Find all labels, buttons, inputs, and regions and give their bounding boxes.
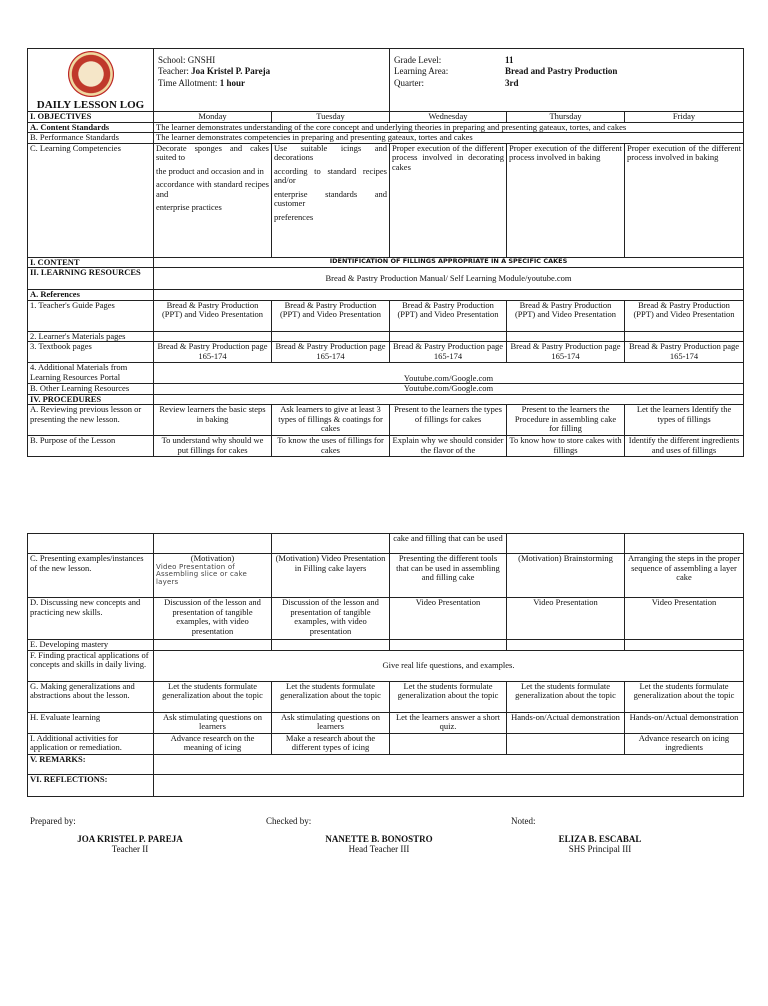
proc-h-monday: Ask stimulating questions on learners: [154, 712, 272, 733]
proc-c-wednesday: Presenting the different tools that can be used in assembling and filling cake: [390, 554, 507, 598]
prepared-by-title: Teacher II: [111, 844, 149, 855]
proc-g-wednesday: Let the students formulate generalization about the topic: [390, 681, 507, 712]
grade-label: Grade Level:: [394, 55, 442, 65]
grade-level: 11: [505, 55, 514, 65]
proc-a-tuesday: Ask learners to give at least 3 types of fillings & coatings for cakes: [272, 405, 390, 436]
proc-h-thursday: Hands-on/Actual demonstration: [507, 712, 625, 733]
tb-monday: Bread & Pastry Production page 165-174: [154, 342, 272, 363]
proc-g-tuesday: Let the students formulate generalization about the topic: [272, 681, 390, 712]
competency-monday: Decorate sponges and cakes suited to the product and occasion and in accordance with standard recipes and enterprise practices: [154, 143, 272, 257]
procedure-a-label: A. Reviewing previous lesson or presenting the new lesson.: [28, 405, 154, 436]
proc-i-tuesday: Make a research about the different types of icing: [272, 733, 390, 754]
proc-g-monday: Let the students formulate generalization about the topic: [154, 681, 272, 712]
proc-a-thursday: Present to the learners the Procedure in assembling cake for filling: [507, 405, 625, 436]
proc-d-monday: Discussion of the lesson and presentation of tangible examples, with video presentation: [154, 598, 272, 640]
proc-d-tuesday: Discussion of the lesson and presentation of tangible examples, with video presentation: [272, 598, 390, 640]
procedure-c-label: C. Presenting examples/instances of the new lesson.: [28, 554, 154, 598]
checked-by-label: Checked by:: [266, 816, 312, 826]
reflections-label: VI. REFLECTIONS:: [28, 774, 154, 796]
proc-d-friday: Video Presentation: [625, 598, 744, 640]
day-monday: Monday: [154, 112, 272, 123]
teachers-guide-label: 1. Teacher's Guide Pages: [28, 300, 154, 331]
proc-c-monday: (Motivation) Video Presentation of Assembling slice or cake layers: [154, 554, 272, 598]
noted-signatory: [540, 834, 660, 854]
procedure-i-label: I. Additional activities for application or remediation.: [28, 733, 154, 754]
proc-b-tuesday: To know the uses of fillings for cakes: [272, 436, 390, 457]
content-standards: The learner demonstrates understanding of the core concept and underlying theories in preparing and presenting gateaux, tortes, and cakes: [154, 122, 744, 133]
content-label: I. CONTENT: [28, 257, 154, 268]
proc-i-friday: Advance research on icing ingredients: [625, 733, 744, 754]
proc-h-friday: Hands-on/Actual demonstration: [625, 712, 744, 733]
competency-friday: Proper execution of the different process involved in baking: [625, 143, 744, 257]
objectives-heading: I. OBJECTIVES: [28, 112, 154, 123]
prepared-by-signatory: [70, 834, 190, 854]
proc-f-value: Give real life questions, and examples.: [154, 650, 744, 681]
remarks-value: [154, 754, 744, 774]
proc-g-thursday: Let the students formulate generalization about the topic: [507, 681, 625, 712]
performance-standards: The learner demonstrates competencies in preparing and presenting gateaux, tortes and cakes: [154, 133, 744, 144]
lesson-log-table-page2: [27, 533, 744, 797]
time-allotment: 1 hour: [219, 77, 245, 88]
day-wednesday: Wednesday: [390, 112, 507, 123]
header-logo-cell: [28, 49, 154, 112]
proc-i-wednesday: [390, 733, 507, 754]
other-resources-label: B. Other Learning Resources: [28, 384, 154, 395]
checked-by-name: NANETTE B. BONOSTRO: [325, 834, 433, 844]
references-label: A. References: [28, 290, 154, 301]
proc-c-monday-sub: Video Presentation of Assembling slice or cake layers: [156, 562, 247, 587]
time-allotment-line: Time Allotment: 1 hour: [158, 77, 245, 88]
header-school-info: [154, 49, 390, 112]
proc-h-tuesday: Ask stimulating questions on learners: [272, 712, 390, 733]
proc-g-friday: Let the students formulate generalization about the topic: [625, 681, 744, 712]
tb-tuesday: Bread & Pastry Production page 165-174: [272, 342, 390, 363]
tg-monday: Bread & Pastry Production (PPT) and Video Presentation: [154, 300, 272, 331]
tg-wednesday: Bread & Pastry Production (PPT) and Video Presentation: [390, 300, 507, 331]
proc-i-thursday: [507, 733, 625, 754]
textbook-pages-label: 3. Textbook pages: [28, 342, 154, 363]
procedure-b-label: B. Purpose of the Lesson: [28, 436, 154, 457]
procedure-e-label: E. Developing mastery: [28, 640, 154, 651]
proc-a-wednesday: Present to the learners the types of fillings for cakes: [390, 405, 507, 436]
procedure-h-label: H. Evaluate learning: [28, 712, 154, 733]
other-resources: Youtube.com/Google.com: [154, 384, 744, 395]
competency-wednesday: Proper execution of the different process involved in decorating cakes: [390, 143, 507, 257]
proc-d-thursday: Video Presentation: [507, 598, 625, 640]
additional-materials-label: 4. Additional Materials from Learning Resources Portal: [28, 363, 154, 384]
noted-label: Noted:: [511, 816, 536, 826]
learning-area: Bread and Pastry Production: [505, 66, 618, 77]
quarter-label: Quarter:: [394, 77, 424, 88]
teacher-line: Teacher: Joa Kristel P. Pareja: [158, 66, 271, 77]
teacher-name: Joa Kristel P. Pareja: [191, 66, 271, 77]
proc-a-monday: Review learners the basic steps in baking: [154, 405, 272, 436]
reflections-value: [154, 774, 744, 796]
school-name: School: GNSHI: [158, 55, 216, 65]
tb-wednesday: Bread & Pastry Production page 165-174: [390, 342, 507, 363]
day-tuesday: Tuesday: [272, 112, 390, 123]
document-title: DAILY LESSON LOG: [36, 99, 145, 111]
tb-friday: Bread & Pastry Production page 165-174: [625, 342, 744, 363]
checked-by-title: Head Teacher III: [348, 844, 410, 855]
performance-standards-label: B. Performance Standards: [28, 133, 154, 144]
checked-by-signatory: [314, 834, 444, 854]
content-value: IDENTIFICATION OF FILLINGS APPROPRIATE IN A SPECIFIC CAKES: [154, 257, 744, 268]
procedure-d-label: D. Discussing new concepts and practicing new skills.: [28, 598, 154, 640]
proc-b-thursday: To know how to store cakes with fillings: [507, 436, 625, 457]
area-label: Learning Area:: [394, 66, 449, 77]
proc-c-thursday: (Motivation) Brainstorming: [507, 554, 625, 598]
proc-i-monday: Advance research on the meaning of icing: [154, 733, 272, 754]
proc-h-wednesday: Let the learners answer a short quiz.: [390, 712, 507, 733]
learning-resources-label: II. LEARNING RESOURCES: [28, 268, 154, 290]
proc-d-wednesday: Video Presentation: [390, 598, 507, 640]
proc-b-wednesday-continued: cake and filling that can be used: [390, 534, 507, 554]
proc-c-friday: Arranging the steps in the proper sequence of assembling a layer cake: [625, 554, 744, 598]
proc-b-wednesday: Explain why we should consider the flavor of the: [390, 436, 507, 457]
noted-title: SHS Principal III: [568, 844, 632, 855]
noted-name: ELIZA B. ESCABAL: [558, 834, 642, 844]
tg-thursday: Bread & Pastry Production (PPT) and Video Presentation: [507, 300, 625, 331]
procedure-g-label: G. Making generalizations and abstractions about the lesson.: [28, 681, 154, 712]
remarks-label: V. REMARKS:: [28, 754, 154, 774]
tb-thursday: Bread & Pastry Production page 165-174: [507, 342, 625, 363]
quarter: 3rd: [505, 77, 519, 88]
competencies-label: C. Learning Competencies: [28, 143, 154, 257]
competency-tuesday: Use suitable icings and decorations according to standard recipes and/or enterprise standards and customer preferences: [272, 143, 390, 257]
procedure-f-label: F. Finding practical applications of concepts and skills in daily living.: [28, 650, 154, 681]
learners-materials-label: 2. Learner's Materials pages: [28, 331, 154, 342]
content-standards-label: A. Content Standards: [28, 122, 154, 133]
competency-thursday: Proper execution of the different process involved in baking: [507, 143, 625, 257]
prepared-by-label: Prepared by:: [30, 816, 76, 826]
procedures-label: IV. PROCEDURES: [28, 394, 154, 405]
tg-friday: Bread & Pastry Production (PPT) and Video Presentation: [625, 300, 744, 331]
prepared-by-name: JOA KRISTEL P. PAREJA: [77, 834, 183, 844]
day-friday: Friday: [625, 112, 744, 123]
proc-b-monday: To understand why should we put fillings for cakes: [154, 436, 272, 457]
proc-b-friday: Identify the different ingredients and uses of fillings: [625, 436, 744, 457]
school-seal-logo: [68, 51, 114, 97]
header-grade-info: [390, 49, 744, 112]
proc-a-friday: Let the learners Identify the types of fillings: [625, 405, 744, 436]
additional-materials: Youtube.com/Google.com: [154, 363, 744, 384]
tg-tuesday: Bread & Pastry Production (PPT) and Video Presentation: [272, 300, 390, 331]
learning-resources-value: Bread & Pastry Production Manual/ Self Learning Module/youtube.com: [154, 268, 744, 290]
proc-c-tuesday: (Motivation) Video Presentation in Filling cake layers: [272, 554, 390, 598]
day-thursday: Thursday: [507, 112, 625, 123]
lesson-log-table-page1: [27, 48, 744, 457]
